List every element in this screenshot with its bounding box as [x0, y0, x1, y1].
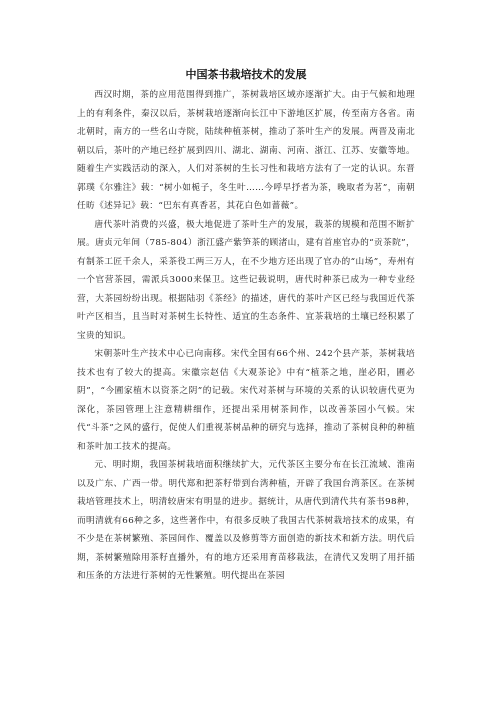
paragraph-yuan-ming: 元、明时期，我国茶树栽培面积继续扩大，元代茶区主要分布在长江流域、淮南以及广东、广西一带。明代郑和把茶籽带到台湾种植，开辟了我国台湾茶区。在茶树栽培管理技术上，明清较唐宋有明显的进步。据统计，从唐代到清代共有茶书98种，而明清就有66种之多，这些著作中，有很多反映了我国古代茶树栽培技术的成果，有不少是在茶树繁殖、茶园间作、覆盖以及修剪等方面创造的新技术和新方法。明代后期，茶树繁殖除用茶籽直播外，有的地方还采用育苗移栽法，在清代又发明了用扦插和压条的方法进行茶树的无性繁殖。明代提出在茶园 [77, 460, 415, 581]
paragraph-tang-dynasty: 唐代茶叶消费的兴盛，极大地促进了茶叶生产的发展，栽茶的规模和范围不断扩展。唐贞元年间（785-804）浙江盛产紫笋茶的顾渚山，建有首座官办的“贡茶院”，有制茶工匠千余人，采茶役工两三万人，在不少地方还出现了官办的“山场”，寿州有一个官营茶园，需派兵3000来保卫。这些记载说明，唐代时种茶已成为一种专业经营，大茶园纷纷出现。根据陆羽《茶经》的描述，唐代的茶叶产区已经与我国近代茶叶产区相当，且当时对茶树生长特性、适宜的生态条件、宜茶栽培的土壤已经积累了宝贵的知识。 [77, 219, 415, 341]
document-title: 中国茶书栽培技术的发展 [185, 68, 307, 81]
document-page [77, 68, 415, 586]
paragraph-western-han: 西汉时期，茶的应用范围得到推广，茶树栽培区域亦逐渐扩大。由于气候和地理上的有利条件，秦汉以后，茶树栽培逐渐向长江中下游地区扩展，传至南方各省。南北朝时，南方的一些名山寺院，陆续种植茶树，推动了茶叶生产的发展。两晋及南北朝以后，茶叶的产地已经扩展到四川、湖北、湖南、河南、浙江、江苏、安徽等地。随着生产实践活动的深入，人们对茶树的生长习性和栽培方法有了一定的认识。东晋郭璞《尔雅注》载：“树小如栀子，冬生叶……今呼早抒者为茶，晚取者为茗”，南朝任昉《述异记》载：“巴东有真香茗，其花白色如蔷薇”。 [77, 90, 415, 211]
paragraph-song-dynasty: 宋朝茶叶生产技术中心已向南移。宋代全国有66个州、242个县产茶，茶树栽培技术也有了较大的提高。宋徽宗赵佶《大观茶论》中有“植茶之地，崖必阳，圃必阴”，“今圃家植木以资茶之阴”的记载。宋代对茶树与环境的关系的认识较唐代更为深化，茶园管理上注意精耕细作，还提出采用树茶间作，以改善茶园小气候。宋代“斗茶”之风的盛行，促使人们重视茶树品种的研究与选择，推动了茶树良种的种植和茶叶加工技术的提高。 [77, 349, 415, 452]
